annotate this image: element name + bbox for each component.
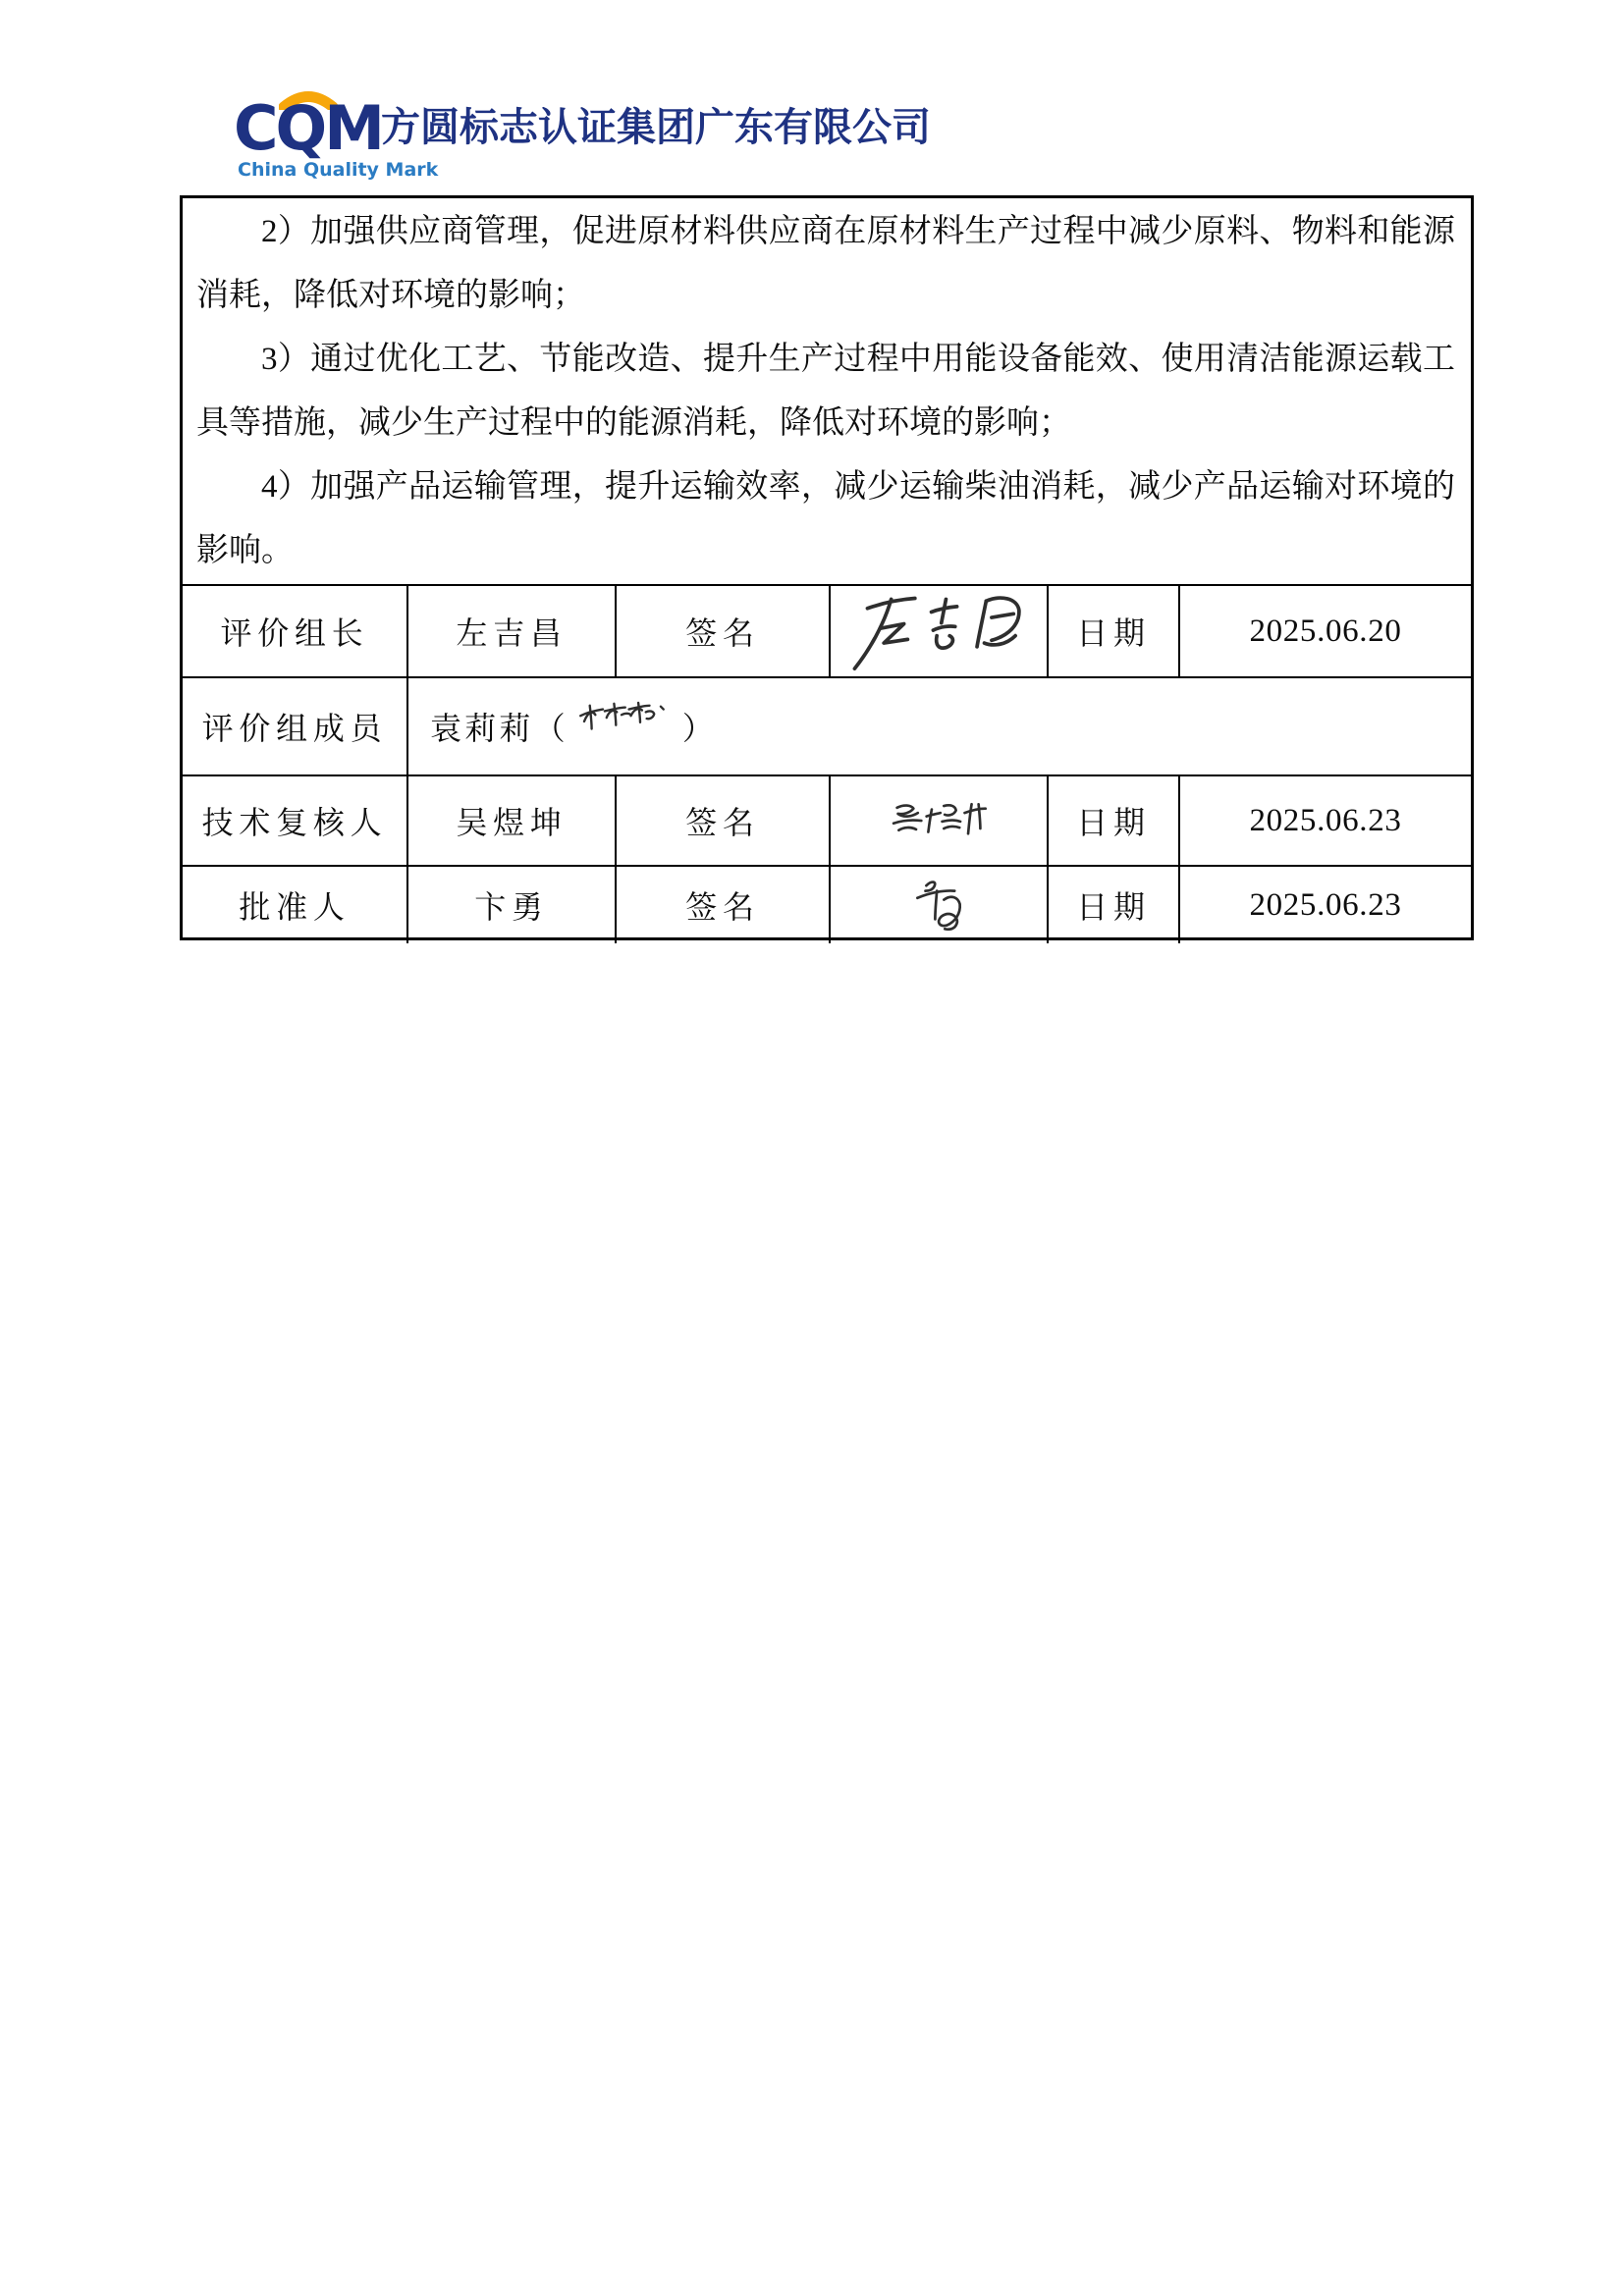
date-label-approver: 日期 (1047, 867, 1178, 943)
logo-wordmark: CQM (234, 92, 382, 164)
leader-date: 2025.06.20 (1178, 586, 1471, 676)
signature-yuanlili-icon (574, 701, 669, 738)
logo-company-name: 方圆标志认证集团广东有限公司 (381, 105, 931, 150)
signature-zuojichang-icon (847, 590, 1030, 672)
signature-wuyukun-icon (887, 797, 991, 845)
table-row-approver (183, 865, 1471, 943)
paragraph-transport-management: 4）加强产品运输管理，提升运输效率，减少运输柴油消耗，减少产品运输对环境的影响。 (196, 469, 1455, 568)
role-label-leader: 评价组长 (220, 615, 369, 651)
company-logo (234, 90, 931, 184)
role-label-members: 评价组成员 (201, 711, 388, 746)
table-row-evaluation-leader (183, 584, 1471, 676)
table-row-technical-reviewer (183, 774, 1471, 865)
sign-label-leader: 签名 (615, 586, 829, 676)
date-label-leader: 日期 (1047, 586, 1178, 676)
member-name-prefix: 袁莉莉（ (430, 711, 568, 746)
paragraph-supplier-management: 2）加强供应商管理，促进原材料供应商在原材料生产过程中减少原料、物料和能源消耗，降低对环境的影响； (196, 214, 1455, 313)
approver-signature (829, 867, 1047, 943)
role-label-approver: 批准人 (239, 889, 351, 925)
date-label-reviewer: 日期 (1047, 776, 1178, 865)
leader-signature (829, 586, 1047, 676)
reviewer-name: 吴煜坤 (406, 776, 615, 865)
sign-label-approver: 签名 (615, 867, 829, 943)
role-label-reviewer: 技术复核人 (201, 805, 388, 840)
approver-date: 2025.06.23 (1178, 867, 1471, 943)
table-row-evaluation-members (183, 676, 1471, 774)
reviewer-date: 2025.06.23 (1178, 776, 1471, 865)
signature-bianyong-icon (912, 875, 965, 935)
logo-tagline: China Quality Mark (238, 159, 439, 181)
reviewer-signature (829, 776, 1047, 865)
members-cell (406, 678, 1471, 774)
paragraph-process-optimization: 3）通过优化工艺、节能改造、提升生产过程中用能设备能效、使用清洁能源运载工具等措施，减少生产过程中的能源消耗，降低对环境的影响； (196, 342, 1455, 441)
approver-name: 卞勇 (406, 867, 615, 943)
member-name-suffix: ） (681, 711, 718, 746)
sign-label-reviewer: 签名 (615, 776, 829, 865)
body-text-cell (183, 198, 1471, 584)
report-table (180, 195, 1474, 940)
leader-name: 左吉昌 (406, 586, 615, 676)
